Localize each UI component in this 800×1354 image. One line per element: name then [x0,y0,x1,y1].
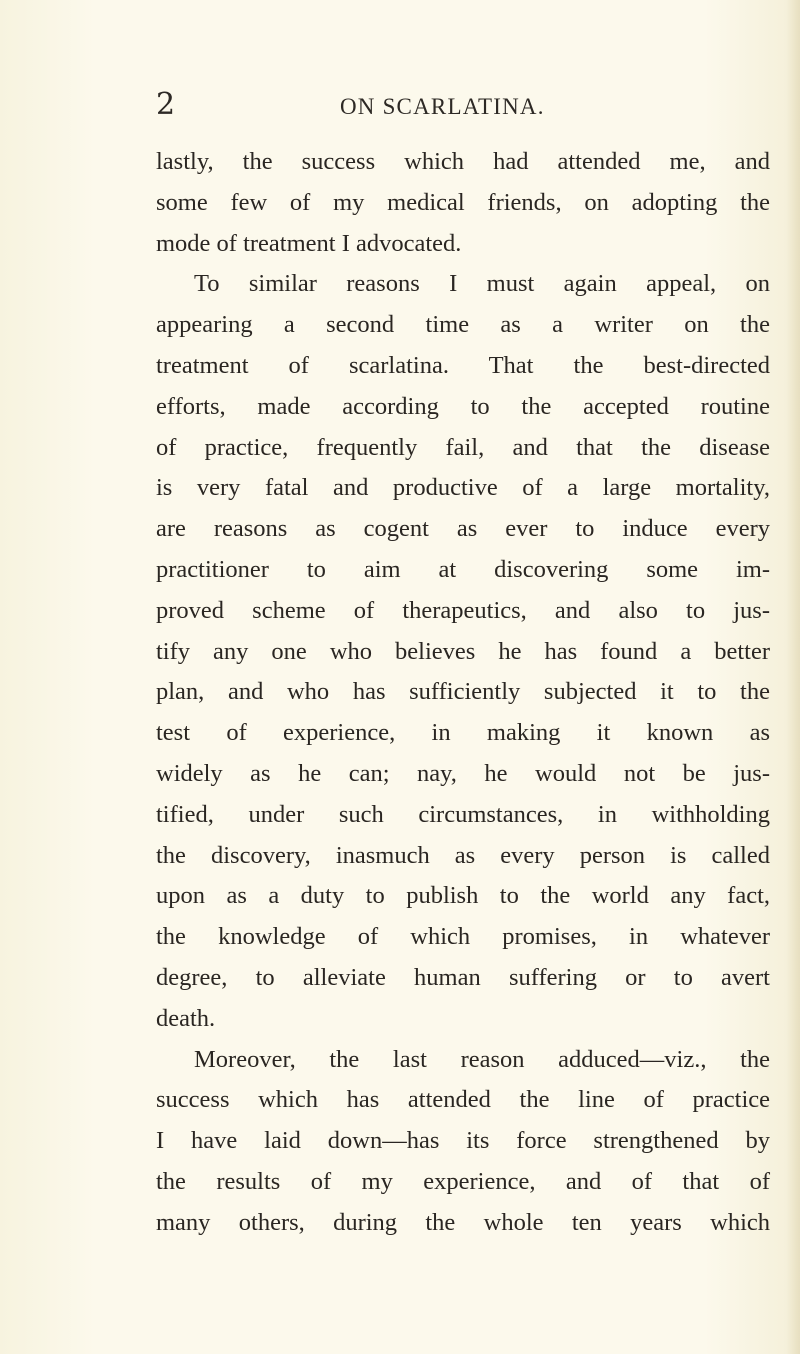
text-line: tify any one who believes he has found a better [156,637,770,665]
text-line: tified, under such circumstances, in withholding [156,800,770,828]
text-line: mode of treatment I advocated. [156,229,462,257]
text-line: is very fatal and productive of a large mortality, [156,474,770,502]
paragraph-start-line: To similar reasons I must again appeal, on [194,270,770,298]
text-line: of practice, frequently fail, and that the disease [156,433,770,461]
text-line: death. [156,1004,216,1032]
text-line: treatment of scarlatina. That the best-directed [156,351,770,379]
text-line: proved scheme of therapeutics, and also to jus- [156,596,770,624]
text-line: are reasons as cogent as ever to induce every [156,515,770,543]
text-line: lastly, the success which had attended me, and [156,148,770,175]
text-line: many others, during the whole ten years which [156,1208,770,1236]
paragraph-start-line: Moreover, the last reason adduced—viz., the [194,1045,770,1073]
text-line: appearing a second time as a writer on the [156,311,770,339]
page-edge-shadow [786,0,800,1354]
text-line: the results of my experience, and of that of [156,1167,770,1195]
text-line: some few of my medical friends, on adopting the [156,188,770,216]
text-line: plan, and who has sufficiently subjected it to the [156,678,770,706]
text-line: success which has attended the line of practice [156,1086,770,1114]
running-head: ON SCARLATINA. [340,94,545,119]
text-line: efforts, made according to the accepted routine [156,392,770,420]
text-line: widely as he can; nay, he would not be jus- [156,759,770,787]
text-line: I have laid down—has its force strengthened by [156,1127,770,1155]
text-line: practitioner to aim at discovering some im- [156,555,770,583]
text-line: the discovery, inasmuch as every person is called [156,841,770,869]
text-line: the knowledge of which promises, in whatever [156,923,770,951]
text-line: degree, to alleviate human suffering or to avert [156,963,770,991]
text-line: test of experience, in making it known as [156,719,770,747]
page-header [0,88,800,128]
text-line: upon as a duty to publish to the world any fact, [156,882,770,910]
page-number: 2 [156,87,176,122]
body-text [156,142,770,1244]
